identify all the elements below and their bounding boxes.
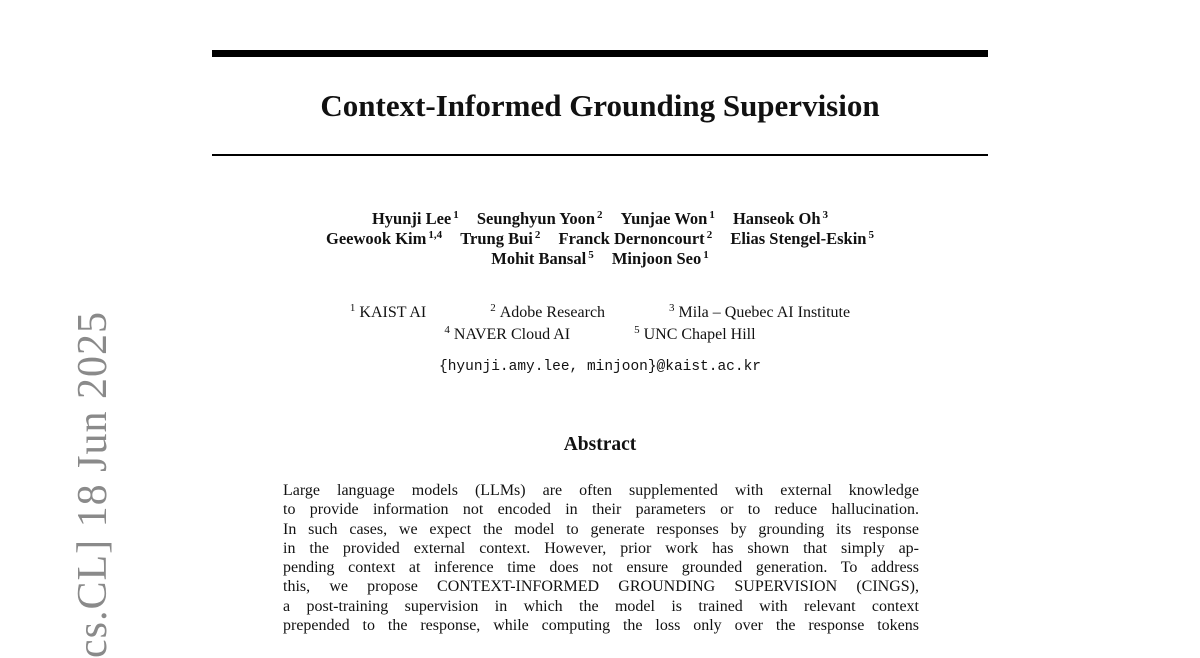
author-name: Trung Bui	[460, 229, 533, 248]
author	[460, 229, 540, 249]
abstract-body	[283, 481, 919, 635]
author	[612, 249, 709, 269]
author	[621, 209, 715, 229]
affiliation	[444, 324, 570, 346]
author-name: Geewook Kim	[326, 229, 427, 248]
author-affil-mark: 1	[453, 209, 459, 221]
abstract-line: to provide information not encoded in their parameters or to reduce hallucination.	[283, 501, 919, 519]
abstract-line: In such cases, we expect the model to generate responses by grounding its response	[283, 520, 919, 538]
affiliation	[350, 302, 426, 324]
top-thick-rule	[212, 50, 988, 57]
arxiv-side-stamp	[24, 311, 116, 658]
affiliation-name: KAIST AI	[359, 304, 427, 321]
author-line-1	[212, 209, 988, 229]
author-name: Yunjae Won	[620, 209, 708, 228]
abstract-line: pending context at inference time does not ensure grounded generation. To address	[283, 559, 919, 577]
affiliation-name: Adobe Research	[499, 304, 606, 321]
author	[372, 209, 459, 229]
author-name: Franck Dernoncourt	[558, 229, 705, 248]
author-name: Minjoon Seo	[611, 249, 702, 268]
author-affil-mark: 1,4	[428, 229, 443, 241]
author-name: Seunghyun Yoon	[476, 209, 596, 228]
author-affil-mark: 2	[706, 229, 713, 241]
abstract-line: a post-training supervision in which the model is trained with relevant context	[283, 597, 919, 615]
abstract-line: in the provided external context. However, prior work has shown that simply ap-	[283, 539, 919, 557]
paper-title: Context-Informed Grounding Supervision	[320, 88, 880, 123]
abstract-line: this, we propose CONTEXT-INFORMED GROUNDING SUPERVISION (CINGS),	[283, 578, 919, 596]
affiliation-line-1	[212, 302, 988, 324]
author-affil-mark: 2	[597, 209, 603, 221]
author-affil-mark: 5	[588, 249, 594, 261]
affiliation-mark: 1	[349, 302, 356, 314]
affiliation-name: UNC Chapel Hill	[643, 326, 756, 343]
author-affil-mark: 3	[822, 209, 829, 221]
author	[558, 229, 712, 249]
affiliation	[669, 302, 850, 324]
abstract-heading: Abstract	[563, 434, 637, 455]
author-name: Hanseok Oh	[732, 209, 821, 228]
author-affil-mark: 1	[709, 209, 715, 221]
author-line-2	[212, 229, 988, 249]
affiliation-block	[212, 302, 988, 346]
affiliation-mark: 3	[669, 302, 675, 314]
affiliation-mark: 2	[490, 302, 496, 314]
affiliation-mark: 5	[634, 324, 640, 336]
affiliation	[634, 324, 756, 346]
affiliation	[490, 302, 605, 324]
author-name: Hyunji Lee	[371, 209, 452, 228]
author-name: Mohit Bansal	[491, 249, 587, 268]
author-affil-mark: 2	[534, 229, 541, 241]
affiliation-line-2	[212, 324, 988, 346]
arxiv-stamp-text: cs.CL] 18 Jun 2025	[70, 311, 116, 658]
author-line-3	[212, 249, 988, 269]
author	[733, 209, 828, 229]
author-block	[212, 209, 988, 269]
author	[730, 229, 874, 249]
abstract-line: Large language models (LLMs) are often supplemented with external knowledge	[283, 482, 919, 499]
contact-email[interactable]: {hyunji.amy.lee, minjoon}@kaist.ac.kr	[439, 359, 761, 375]
affiliation-mark: 4	[444, 324, 450, 336]
author-affil-mark: 5	[868, 229, 874, 241]
author	[477, 209, 603, 229]
author-affil-mark: 1	[703, 249, 709, 261]
author-name: Elias Stengel-Eskin	[730, 229, 867, 248]
affiliation-name: NAVER Cloud AI	[453, 326, 571, 343]
affiliation-name: Mila – Quebec AI Institute	[678, 304, 851, 321]
author	[491, 249, 593, 269]
title-bottom-rule	[212, 154, 988, 156]
author	[326, 229, 442, 249]
abstract-line: prepended to the response, while computing the loss only over the response tokens	[283, 617, 919, 635]
